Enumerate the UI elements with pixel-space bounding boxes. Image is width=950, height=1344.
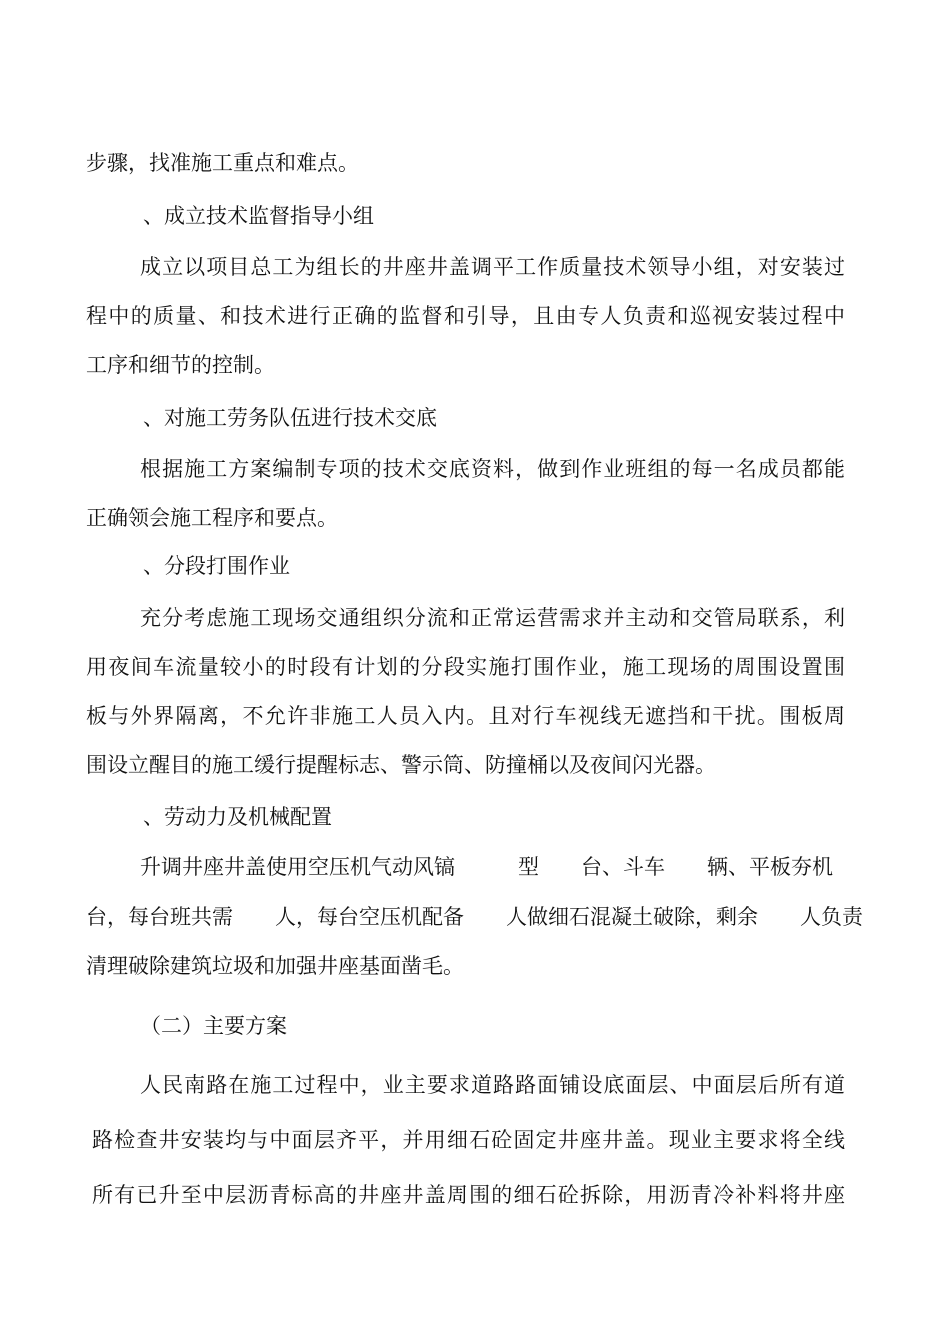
paragraph-line: 所有已升至中层沥青标高的井座井盖周围的细石砼拆除，用沥青冷补料将井座: [92, 1183, 845, 1207]
paragraph-line: 路检查井安装均与中面层齐平，并用细石砼固定井座井盖。现业主要求将全线: [92, 1128, 845, 1152]
paragraph-line: 成立以项目总工为组长的井座井盖调平工作质量技术领导小组，对安装过: [140, 255, 845, 279]
paragraph-line: 清理破除建筑垃圾和加强井座基面凿毛。: [86, 954, 464, 978]
paragraph-line: 板与外界隔离，不允许非施工人员入内。且对行车视线无遮挡和干扰。围板周: [86, 704, 845, 728]
section-heading: （二）主要方案: [140, 1014, 287, 1038]
paragraph-line: 步骤，找准施工重点和难点。: [86, 151, 359, 175]
section-heading: 、劳动力及机械配置: [143, 805, 332, 829]
paragraph-line: 程中的质量、和技术进行正确的监督和引导，且由专人负责和巡视安装过程中: [86, 304, 845, 328]
paragraph-line: 充分考虑施工现场交通组织分流和正常运营需求并主动和交管局联系，利: [140, 606, 845, 630]
section-heading: 、对施工劳务队伍进行技术交底: [143, 406, 437, 430]
paragraph-line: 人民南路在施工过程中，业主要求道路路面铺设底面层、中面层后所有道: [140, 1073, 845, 1097]
paragraph-line: 台，每台班共需 人，每台空压机配备 人做细石混凝土破除，剩余 人负责: [86, 905, 863, 929]
section-heading: 、成立技术监督指导小组: [143, 204, 374, 228]
paragraph-line: 根据施工方案编制专项的技术交底资料，做到作业班组的每一名成员都能: [140, 457, 845, 481]
section-heading: 、分段打围作业: [143, 554, 290, 578]
paragraph-line: 升调井座井盖使用空压机气动风镐 型 台、斗车 辆、平板夯机: [140, 855, 833, 879]
paragraph-line: 围设立醒目的施工缓行提醒标志、警示筒、防撞桶以及夜间闪光器。: [86, 753, 716, 777]
paragraph-line: 正确领会施工程序和要点。: [86, 506, 338, 530]
paragraph-line: 用夜间车流量较小的时段有计划的分段实施打围作业，施工现场的周围设置围: [86, 655, 845, 679]
paragraph-line: 工序和细节的控制。: [86, 353, 275, 377]
